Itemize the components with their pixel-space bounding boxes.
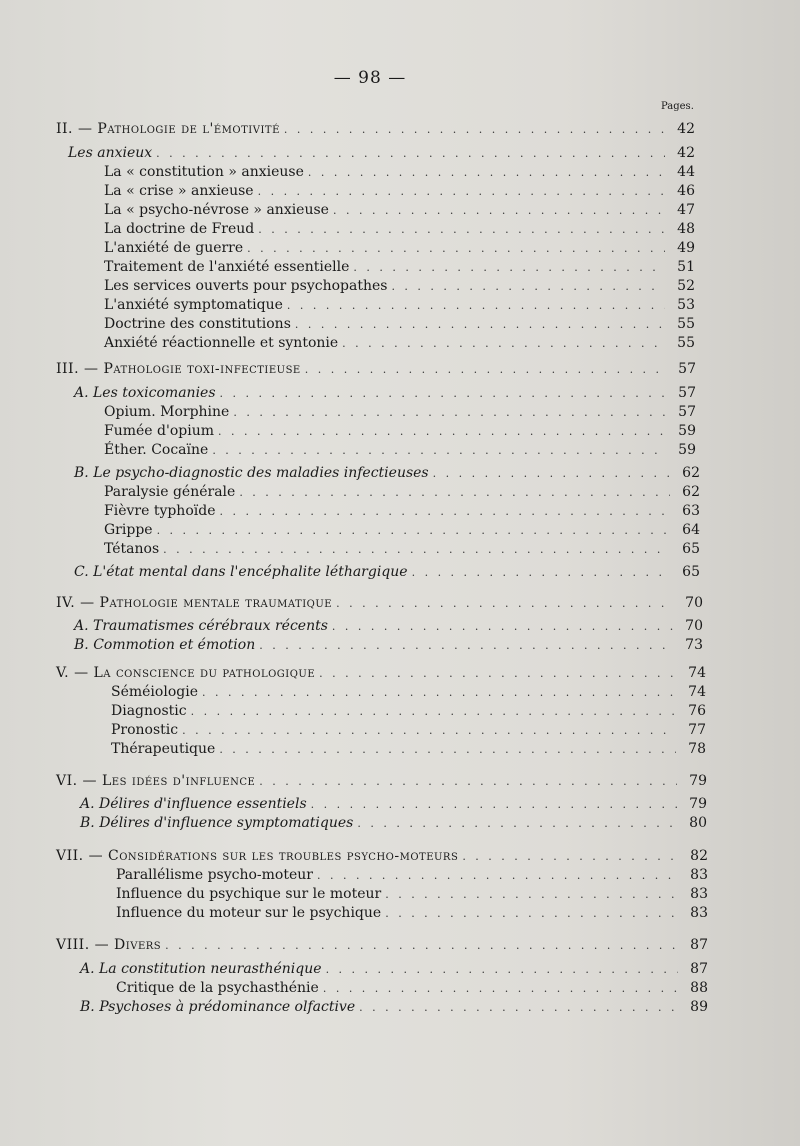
toc-entry — [74, 465, 700, 485]
dot-leader — [233, 406, 666, 419]
dot-leader — [305, 363, 666, 376]
dot-leader — [433, 467, 670, 480]
toc-entry-title: B. Délires d'influence symptomatiques — [80, 815, 354, 831]
toc-entry — [104, 541, 700, 561]
toc-entry — [104, 484, 700, 504]
dot-leader — [311, 798, 677, 811]
toc-entry-page: 53 — [677, 297, 695, 313]
toc-entry-page: 65 — [682, 564, 700, 580]
toc-entry-page: 44 — [677, 164, 695, 180]
dot-leader — [323, 982, 678, 995]
toc-entry — [104, 423, 696, 443]
toc-entry-title: B. Commotion et émotion — [74, 637, 256, 653]
toc-entry-title: Les services ouverts pour psychopathes — [104, 278, 388, 294]
toc-entry-title: L'anxiété de guerre — [104, 240, 244, 256]
toc-entry-title: VI. — Les idées d'influence — [56, 773, 256, 789]
toc-entry — [74, 564, 700, 584]
toc-entry-title: Critique de la psychasthénie — [116, 980, 319, 996]
dot-leader — [462, 850, 678, 863]
toc-entry — [104, 221, 695, 241]
pages-column-header: Pages. — [661, 101, 694, 112]
dot-leader — [219, 505, 670, 518]
toc-entry-page: 76 — [688, 703, 706, 719]
toc-entry-title: V. — La conscience du pathologique — [56, 665, 316, 681]
toc-entry-page: 57 — [678, 361, 696, 377]
toc-entry — [56, 937, 708, 957]
toc-entry-page: 77 — [688, 722, 706, 738]
dot-leader — [259, 775, 677, 788]
toc-entry-page: 55 — [677, 335, 695, 351]
toc-entry-title: La « constitution » anxieuse — [104, 164, 304, 180]
dot-leader — [342, 337, 665, 350]
dot-leader — [357, 817, 677, 830]
toc-entry-page: 51 — [677, 259, 695, 275]
toc-entry-page: 74 — [688, 665, 706, 681]
toc-entry — [56, 361, 696, 381]
toc-entry-page: 87 — [690, 961, 708, 977]
toc-entry-page: 79 — [689, 796, 707, 812]
dot-leader — [385, 888, 678, 901]
dot-leader — [202, 686, 676, 699]
toc-entry-page: 57 — [678, 404, 696, 420]
toc-entry-page: 52 — [677, 278, 695, 294]
toc-entry — [56, 665, 706, 685]
dot-leader — [219, 743, 676, 756]
toc-entry — [111, 684, 706, 704]
dot-leader — [239, 486, 670, 499]
toc-entry — [104, 404, 696, 424]
toc-entry-page: 55 — [677, 316, 695, 332]
toc-entry-title: B. Psychoses à prédominance olfactive — [80, 999, 356, 1015]
toc-entry — [104, 202, 695, 222]
dot-leader — [284, 123, 665, 136]
toc-entry-page: 83 — [690, 905, 708, 921]
toc-entry — [80, 815, 707, 835]
toc-entry — [104, 503, 700, 523]
toc-entry — [116, 980, 708, 1000]
toc-entry — [80, 999, 708, 1019]
toc-entry — [104, 442, 696, 462]
toc-entry-title: A. Les toxicomanies — [74, 385, 216, 401]
toc-entry-title: A. Délires d'influence essentiels — [80, 796, 307, 812]
toc-entry-title: Parallélisme psycho-moteur — [116, 867, 313, 883]
toc-entry — [74, 618, 703, 638]
dot-leader — [157, 524, 670, 537]
toc-entry — [80, 961, 708, 981]
toc-entry-page: 88 — [690, 980, 708, 996]
toc-entry-title: Thérapeutique — [111, 741, 216, 757]
toc-entry-page: 64 — [682, 522, 700, 538]
toc-entry-page: 79 — [689, 773, 707, 789]
toc-entry-page: 46 — [677, 183, 695, 199]
dot-leader — [332, 620, 673, 633]
toc-entry-page: 82 — [690, 848, 708, 864]
toc-entry-page: 57 — [678, 385, 696, 401]
dot-leader — [317, 869, 678, 882]
dot-leader — [391, 280, 665, 293]
toc-entry-title: Grippe — [104, 522, 153, 538]
toc-entry — [104, 335, 695, 355]
toc-entry-title: Tétanos — [104, 541, 160, 557]
toc-entry-page: 73 — [685, 637, 703, 653]
dot-leader — [258, 223, 665, 236]
toc-entry — [74, 637, 703, 657]
toc-entry-page: 80 — [689, 815, 707, 831]
toc-entry-title: Diagnostic — [111, 703, 187, 719]
toc-entry-page: 59 — [678, 442, 696, 458]
toc-entry-title: Paralysie générale — [104, 484, 236, 500]
toc-entry-title: VIII. — Divers — [56, 937, 162, 953]
toc-entry — [104, 316, 695, 336]
toc-entry — [56, 595, 703, 615]
toc-entry-title: IV. — Pathologie mentale traumatique — [56, 595, 333, 611]
toc-entry-page: 62 — [682, 484, 700, 500]
toc-entry-title: Traitement de l'anxiété essentielle — [104, 259, 350, 275]
toc-entry-title: C. L'état mental dans l'encéphalite léthargique — [74, 564, 408, 580]
dot-leader — [259, 639, 673, 652]
toc-entry-page: 83 — [690, 886, 708, 902]
toc-entry — [80, 796, 707, 816]
toc-entry — [56, 121, 695, 141]
toc-entry — [116, 886, 708, 906]
dot-leader — [247, 242, 665, 255]
toc-entry — [74, 385, 696, 405]
dot-leader — [333, 204, 665, 217]
dot-leader — [353, 261, 665, 274]
dot-leader — [385, 907, 678, 920]
toc-entry-page: 48 — [677, 221, 695, 237]
toc-entry — [116, 905, 708, 925]
toc-entry-title: VII. — Considérations sur les troubles psycho-moteurs — [56, 848, 459, 864]
page-number: — 98 — — [333, 68, 407, 88]
toc-entry-page: 70 — [685, 595, 703, 611]
toc-entry-title: A. Traumatismes cérébraux récents — [74, 618, 328, 634]
toc-entry — [111, 741, 706, 761]
toc-entry — [104, 278, 695, 298]
toc-entry — [111, 722, 706, 742]
toc-entry-title: Influence du moteur sur le psychique — [116, 905, 382, 921]
toc-entry-title: Anxiété réactionnelle et syntonie — [104, 335, 339, 351]
toc-entry-page: 49 — [677, 240, 695, 256]
toc-entry-page: 47 — [677, 202, 695, 218]
toc-entry-title: Éther. Cocaïne — [104, 442, 209, 458]
toc-entry — [104, 240, 695, 260]
toc-entry-page: 62 — [682, 465, 700, 481]
toc-entry-page: 87 — [690, 937, 708, 953]
toc-entry-page: 70 — [685, 618, 703, 634]
toc-entry-title: Les anxieux — [68, 145, 153, 161]
toc-entry-title: Pronostic — [111, 722, 179, 738]
dot-leader — [295, 318, 665, 331]
toc-entry — [111, 703, 706, 723]
toc-entry-page: 89 — [690, 999, 708, 1015]
toc-entry-title: La doctrine de Freud — [104, 221, 255, 237]
toc-entry-title: Doctrine des constitutions — [104, 316, 291, 332]
toc-entry — [116, 867, 708, 887]
toc-entry-title: La « psycho-névrose » anxieuse — [104, 202, 329, 218]
dot-leader — [319, 667, 676, 680]
toc-entry-page: 83 — [690, 867, 708, 883]
toc-entry-title: Fumée d'opium — [104, 423, 214, 439]
toc-entry — [56, 848, 708, 868]
dot-leader — [163, 543, 670, 556]
toc-entry — [56, 773, 707, 793]
toc-entry — [104, 183, 695, 203]
toc-entry-title: III. — Pathologie toxi-infectieuse — [56, 361, 301, 377]
toc-entry — [104, 297, 695, 317]
toc-entry-title: Influence du psychique sur le moteur — [116, 886, 382, 902]
dot-leader — [326, 963, 678, 976]
toc-entry-page: 78 — [688, 741, 706, 757]
dot-leader — [258, 185, 665, 198]
dot-leader — [412, 566, 670, 579]
dot-leader — [287, 299, 665, 312]
dot-leader — [218, 425, 666, 438]
dot-leader — [359, 1001, 678, 1014]
toc-entry-title: A. La constitution neurasthénique — [80, 961, 322, 977]
toc-entry — [68, 145, 695, 165]
toc-entry-title: L'anxiété symptomatique — [104, 297, 283, 313]
toc-entry-page: 74 — [688, 684, 706, 700]
toc-entry-page: 65 — [682, 541, 700, 557]
dot-leader — [308, 166, 665, 179]
toc-entry — [104, 259, 695, 279]
toc-entry-title: B. Le psycho-diagnostic des maladies infectieuses — [74, 465, 429, 481]
toc-entry-title: Opium. Morphine — [104, 404, 230, 420]
dot-leader — [336, 597, 673, 610]
toc-entry — [104, 164, 695, 184]
toc-entry-title: Fièvre typhoïde — [104, 503, 216, 519]
toc-entry — [104, 522, 700, 542]
toc-entry-page: 42 — [677, 121, 695, 137]
dot-leader — [191, 705, 676, 718]
toc-entry-title: Séméiologie — [111, 684, 198, 700]
dot-leader — [182, 724, 676, 737]
dot-leader — [220, 387, 666, 400]
dot-leader — [156, 147, 665, 160]
toc-entry-title: La « crise » anxieuse — [104, 183, 254, 199]
dot-leader — [165, 939, 678, 952]
toc-entry-page: 42 — [677, 145, 695, 161]
toc-entry-page: 63 — [682, 503, 700, 519]
dot-leader — [212, 444, 666, 457]
toc-entry-title: II. — Pathologie de l'émotivité — [56, 121, 280, 137]
toc-entry-page: 59 — [678, 423, 696, 439]
